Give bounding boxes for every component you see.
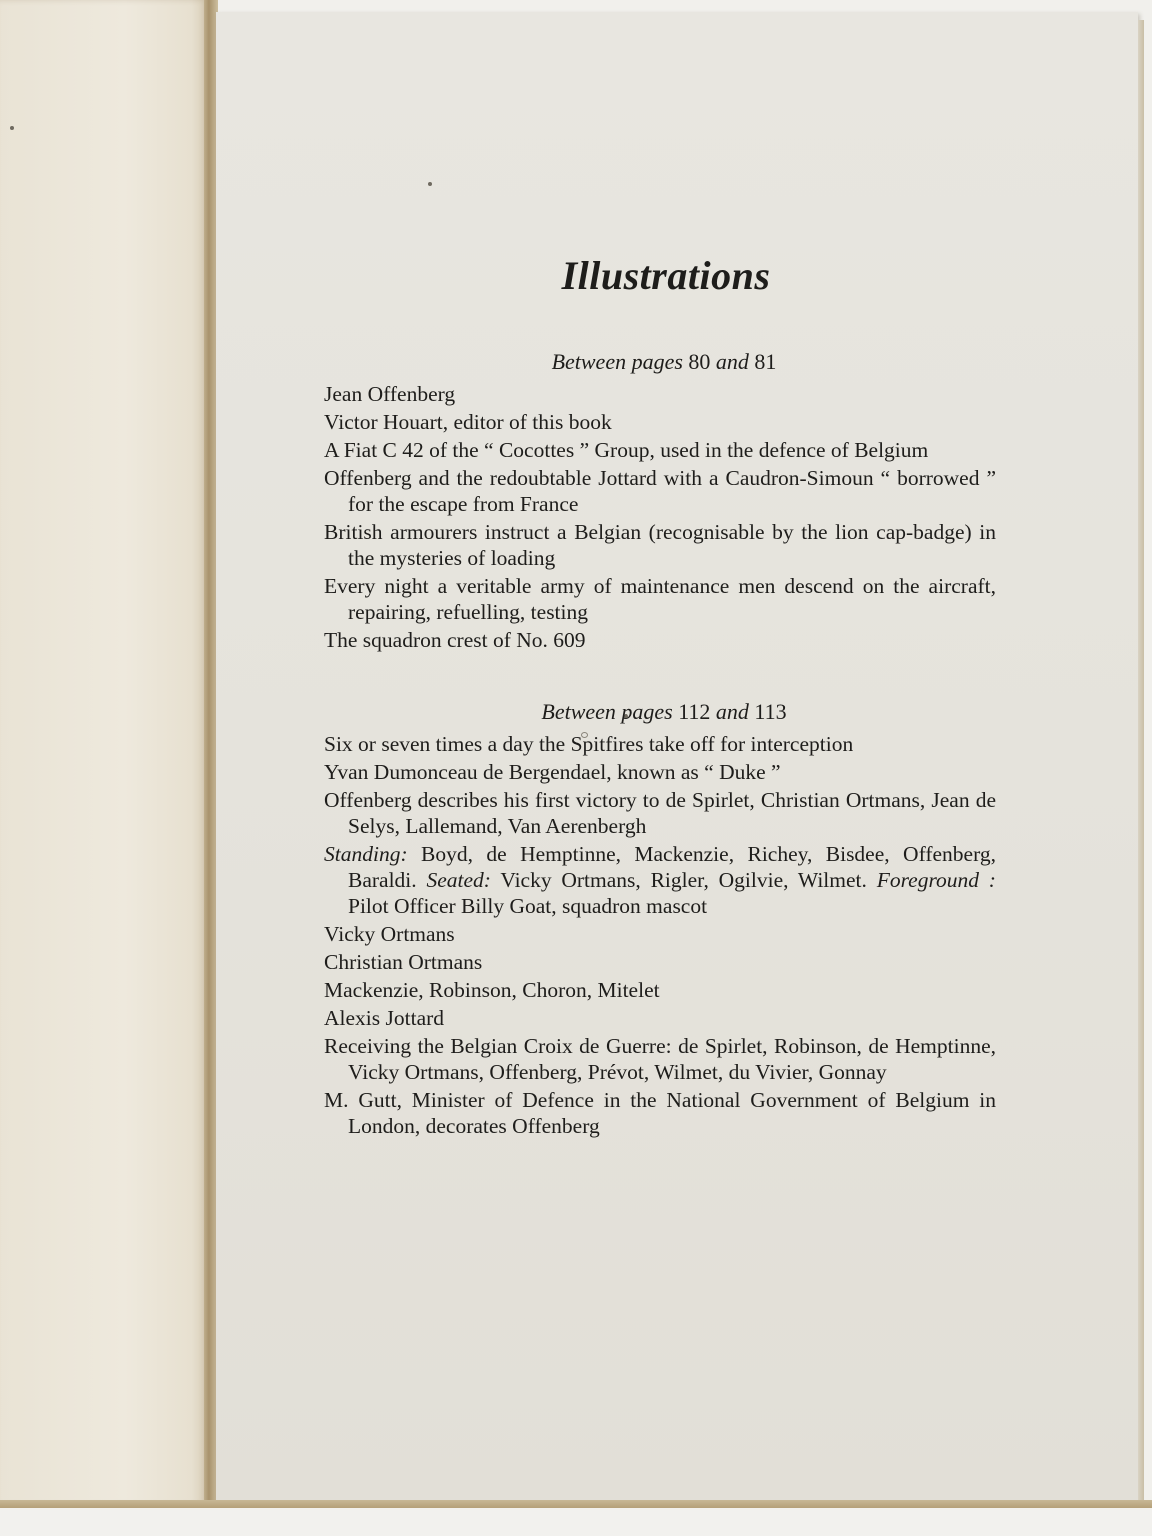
heading-to-page: 81 <box>754 349 777 374</box>
illustration-entry <box>324 573 996 625</box>
illustration-entry <box>324 627 996 653</box>
heading-from-page: 80 <box>688 349 711 374</box>
entry-text: Every night a veritable army of maintenance men descend on the aircraft, repairing, refuelling, testing <box>324 574 996 624</box>
left-page <box>0 0 208 1505</box>
entry-text: Boyd, de Hemptinne, Mackenzie, Richey, Bisdee, Offenberg, Baraldi. <box>348 842 996 892</box>
illustrations-list <box>324 252 996 1141</box>
entry-text: Pilot Officer Billy Goat, squadron mascot <box>348 894 708 918</box>
heading-lead: Between pages <box>541 699 673 724</box>
heading-to-page: 113 <box>754 699 787 724</box>
illustration-entry <box>324 977 996 1003</box>
entry-text: Vicky Ortmans <box>324 922 455 946</box>
illustration-entry <box>324 409 996 435</box>
illustration-entries <box>324 381 996 653</box>
illustration-entries <box>324 731 996 1139</box>
entry-text: Christian Ortmans <box>324 950 483 974</box>
entry-text: M. Gutt, Minister of Defence in the National Government of Belgium in London, decorates Offenberg <box>324 1088 996 1138</box>
entry-text: Victor Houart, editor of this book <box>324 410 612 434</box>
heading-lead: Between pages <box>551 349 683 374</box>
entry-label: Standing: <box>324 842 408 866</box>
illustration-entry <box>324 731 996 757</box>
entry-text: Offenberg and the redoubtable Jottard with a Caudron-Simoun “ borrowed ” for the escape from France <box>324 466 996 516</box>
paper-speck <box>10 126 14 130</box>
entry-label: Foreground : <box>876 868 996 892</box>
page-edge <box>1138 20 1144 1504</box>
illustration-entry <box>324 787 996 839</box>
illustration-entry <box>324 759 996 785</box>
illustration-entry <box>324 465 996 517</box>
illustration-entry <box>324 519 996 571</box>
entry-text: Mackenzie, Robinson, Choron, Mitelet <box>324 978 660 1002</box>
section-heading <box>324 349 996 375</box>
entry-text: British armourers instruct a Belgian (recognisable by the lion cap-badge) in the mysteries of loading <box>324 520 996 570</box>
paper-speck <box>428 182 432 186</box>
illustration-entry <box>324 1087 996 1139</box>
section-pages-80-81 <box>324 349 996 653</box>
entry-text: Receiving the Belgian Croix de Guerre: de Spirlet, Robinson, de Hemptinne, Vicky Ortmans, Offenberg, Prévot, Wilmet, du Vivier, Gonnay <box>324 1034 996 1084</box>
entry-label: Seated: <box>426 868 491 892</box>
illustration-entry <box>324 1033 996 1085</box>
illustration-entry <box>324 949 996 975</box>
section-pages-112-113 <box>324 699 996 1139</box>
entry-text: The squadron crest of No. 609 <box>324 628 586 652</box>
entry-text: Yvan Dumonceau de Bergendael, known as “ Duke ” <box>324 760 781 784</box>
entry-text: Vicky Ortmans, Rigler, Ogilvie, Wilmet. <box>490 868 877 892</box>
heading-from-page: 112 <box>678 699 711 724</box>
entry-text: Jean Offenberg <box>324 382 456 406</box>
entry-text: Six or seven times a day the Spitfires take off for interception <box>324 732 854 756</box>
illustration-entry <box>324 1005 996 1031</box>
section-heading <box>324 699 996 725</box>
heading-conj: and <box>715 349 749 374</box>
illustration-entry <box>324 437 996 463</box>
table-surface <box>0 1508 1152 1536</box>
entry-text: Offenberg describes his first victory to de Spirlet, Christian Ortmans, Jean de Selys, Lallemand, Van Aerenbergh <box>324 788 996 838</box>
entry-text: Alexis Jottard <box>324 1006 445 1030</box>
illustration-entry <box>324 841 996 919</box>
heading-conj: and <box>715 699 749 724</box>
illustration-entry <box>324 381 996 407</box>
entry-text: A Fiat C 42 of the “ Cocottes ” Group, used in the defence of Belgium <box>324 438 929 462</box>
page-title: Illustrations <box>561 253 771 298</box>
book-cover-edge <box>0 1500 1152 1508</box>
illustration-entry <box>324 921 996 947</box>
